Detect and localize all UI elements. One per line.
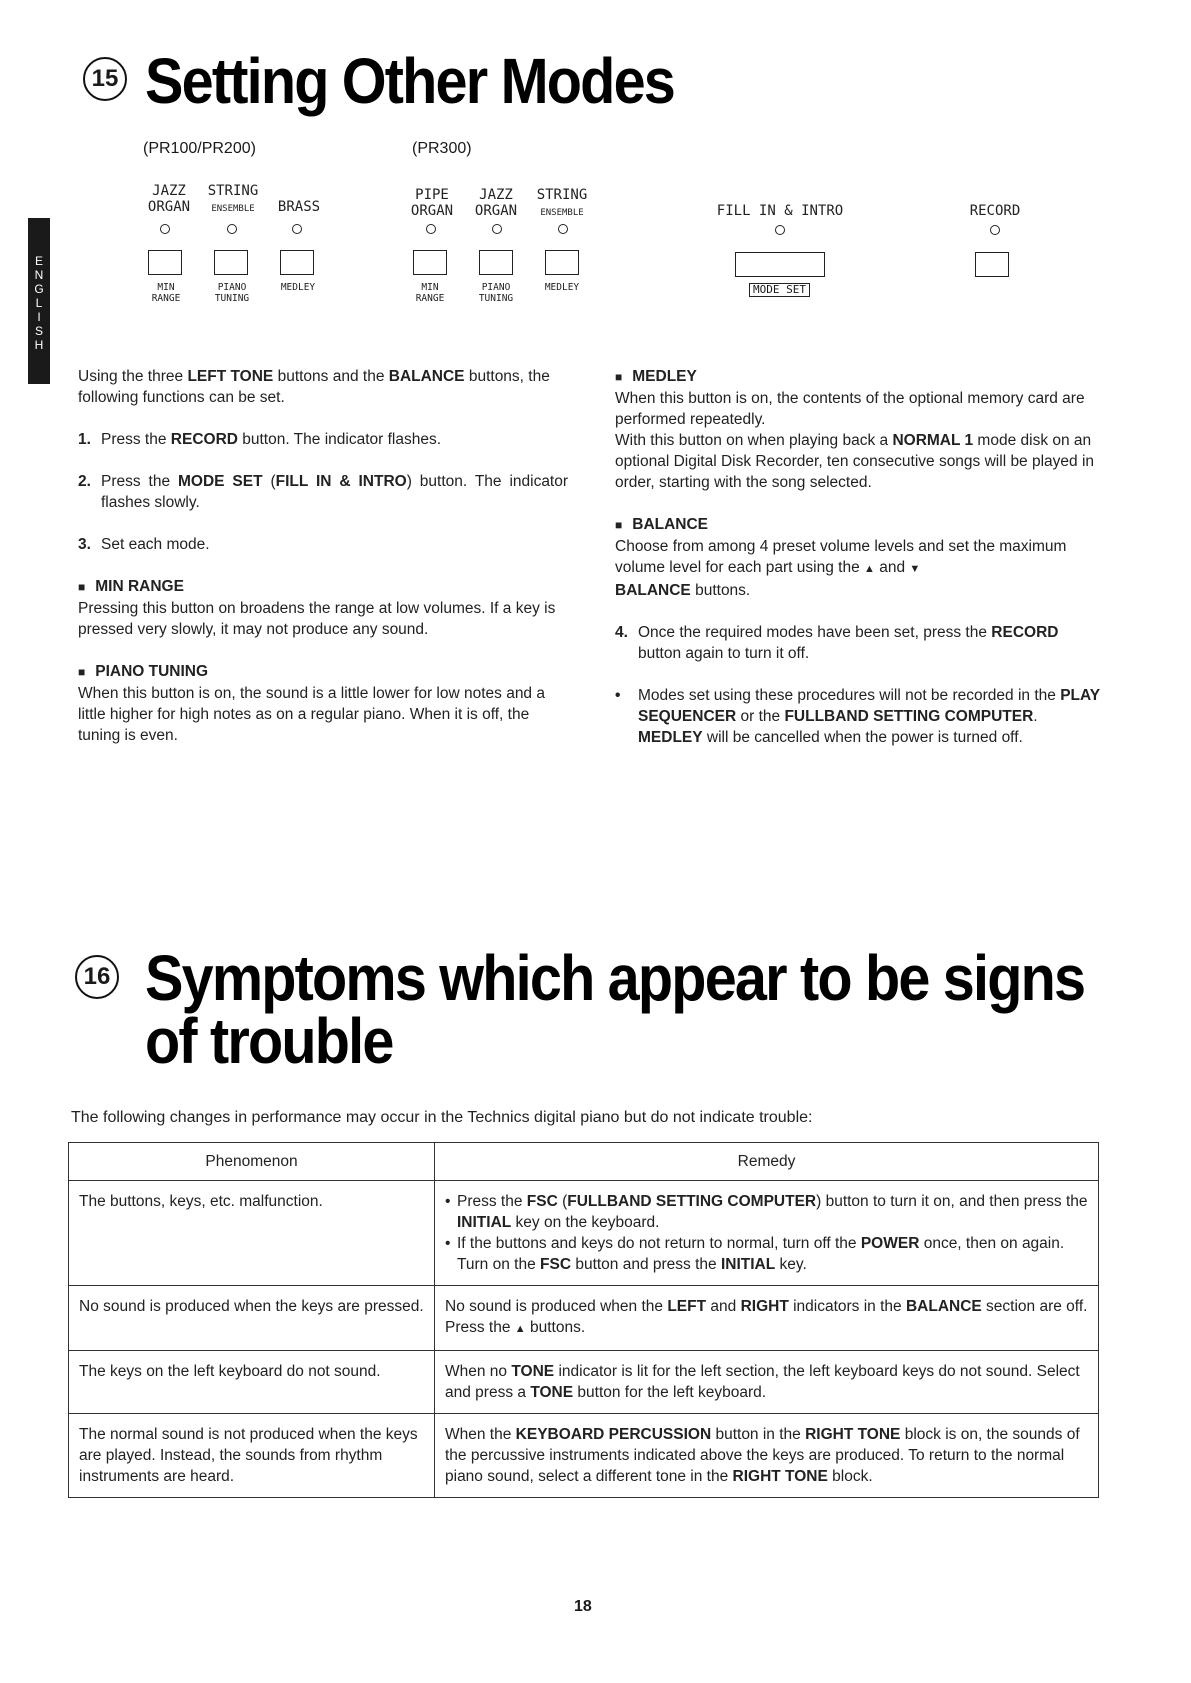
text-bold: BALANCE	[905, 1298, 982, 1315]
step-2	[78, 471, 568, 513]
section-title-15: Setting Other Modes	[145, 45, 675, 117]
text-bold: RIGHT TONE	[805, 1426, 901, 1443]
record-button[interactable]	[975, 252, 1009, 277]
table-row	[69, 1286, 1099, 1351]
text: Modes set using these procedures will not be recorded in the	[638, 687, 1061, 704]
text: will be cancelled when the power is turned off.	[702, 729, 1023, 746]
remedy-text	[457, 1233, 1088, 1275]
brass-label: BRASS	[277, 199, 321, 215]
step-number: 4.	[615, 624, 628, 641]
text: Once the required modes have been set, press the	[638, 624, 992, 641]
text: When the	[445, 1426, 516, 1443]
language-tab	[28, 218, 50, 384]
text: Press the	[101, 473, 178, 490]
table-row	[69, 1351, 1099, 1414]
string-ensemble-label	[198, 183, 268, 217]
label-line: STRING	[207, 183, 259, 199]
label-small: ENSEMBLE	[211, 204, 255, 214]
text-bold: NORMAL 1	[892, 432, 974, 449]
header-phenomenon: Phenomenon	[69, 1143, 435, 1181]
step-text	[101, 471, 568, 513]
label-line: PIANO	[481, 282, 511, 293]
text-bold: PLAY SEQUENCER	[638, 687, 1100, 725]
text: and	[874, 559, 910, 576]
bullet: •	[445, 1193, 451, 1210]
phenomenon-cell: The normal sound is not produced when the keys are played. Instead, the sounds from rhythm instruments are heard.	[69, 1414, 435, 1498]
model-label-pr100-pr200: (PR100/PR200)	[143, 140, 256, 157]
text: block is on, the sounds of the percussive instruments indicated above the keys are produced. To return to the normal piano sound, select a different tone in the	[445, 1426, 1080, 1485]
label-line: MIN	[157, 282, 175, 293]
text-bold: FULLBAND SETTING COMPUTER	[567, 1193, 817, 1210]
piano-tuning-label	[206, 282, 258, 304]
step-text	[101, 429, 441, 450]
text: button in the	[711, 1426, 806, 1443]
label-line: JAZZ	[152, 183, 186, 199]
text: When no	[445, 1363, 512, 1380]
text: buttons.	[525, 1319, 586, 1336]
text-bold: LEFT	[667, 1298, 707, 1315]
text: and	[706, 1298, 741, 1315]
text: No sound is produced when the	[445, 1298, 668, 1315]
step-text: Set each mode.	[101, 536, 210, 553]
text: If the buttons and keys do not return to normal, turn off the	[457, 1235, 861, 1252]
text: buttons and the	[273, 368, 389, 385]
brass-indicator	[292, 224, 302, 234]
label-line	[527, 203, 597, 221]
remedy-line	[445, 1191, 1088, 1233]
text-bold: TONE	[530, 1384, 574, 1401]
trouble-table	[68, 1142, 1099, 1498]
label-line: ORGAN	[147, 199, 191, 215]
label-line: JAZZ	[479, 187, 513, 203]
note	[615, 685, 1105, 748]
text: once, then on again. Turn on the	[457, 1235, 1065, 1273]
record-indicator	[990, 225, 1000, 235]
fill-in-intro-button[interactable]	[735, 252, 825, 277]
label-line: PIPE	[415, 187, 449, 203]
text: indicator is lit for the left section, the left keyboard keys do not sound. Select and press a	[445, 1363, 1080, 1401]
label-line: RANGE	[151, 293, 181, 304]
medley-label: MEDLEY	[280, 282, 316, 293]
label-line: TUNING	[214, 293, 250, 304]
piano-tuning-heading: ■ PIANO TUNING	[78, 661, 568, 683]
text: Press the	[457, 1193, 527, 1210]
string-ensemble-indicator-pr300	[558, 224, 568, 234]
remedy-cell	[435, 1414, 1099, 1498]
phenomenon-cell: The buttons, keys, etc. malfunction.	[69, 1181, 435, 1286]
text: button. The indicator flashes.	[237, 431, 442, 448]
bullet: •	[615, 687, 621, 704]
pipe-organ-label	[403, 187, 461, 219]
tab-letter: I	[37, 310, 41, 324]
note-text	[638, 685, 1105, 748]
text: buttons, the following functions can be set.	[78, 368, 550, 406]
string-ensemble-button[interactable]	[214, 250, 248, 275]
text: .	[1033, 708, 1038, 725]
text-bold: FSC	[526, 1193, 558, 1210]
remedy-line	[445, 1233, 1088, 1275]
string-ensemble-indicator	[227, 224, 237, 234]
text-bold: LEFT TONE	[187, 368, 274, 385]
string-ensemble-label-pr300	[527, 187, 597, 221]
label-line	[198, 199, 268, 217]
text-bold: RECORD	[170, 431, 238, 448]
text: (	[557, 1193, 568, 1210]
balance-heading: ■ BALANCE	[615, 514, 1105, 536]
table-row	[69, 1181, 1099, 1286]
text-bold: BALANCE	[388, 368, 465, 385]
piano-tuning-label-pr300	[470, 282, 522, 304]
text: button again to turn it off.	[638, 645, 810, 662]
tab-letter: L	[35, 296, 43, 310]
remedy-cell	[435, 1286, 1099, 1351]
text-bold: RIGHT	[740, 1298, 789, 1315]
text: key.	[775, 1256, 807, 1273]
phenomenon-cell: No sound is produced when the keys are pressed.	[69, 1286, 435, 1351]
text: indicators in the	[788, 1298, 906, 1315]
left-column	[78, 366, 568, 767]
table-intro: The following changes in performance may occur in the Technics digital piano but do not indicate trouble:	[71, 1109, 813, 1126]
bullet: •	[445, 1235, 451, 1252]
text: or the	[736, 708, 785, 725]
tab-letter: N	[34, 268, 44, 282]
section-number-16: 16	[75, 955, 119, 999]
text-bold: TONE	[511, 1363, 555, 1380]
model-label-pr300: (PR300)	[412, 140, 472, 157]
piano-tuning-text: When this button is on, the sound is a little lower for low notes and a little higher for high notes as on a regular piano. When it is off, the tuning is even.	[78, 685, 545, 744]
text: mode disk on an optional Digital Disk Recorder, ten consecutive songs will be played in order, starting with the song selected.	[615, 432, 1095, 491]
step-text	[638, 622, 1105, 664]
text: buttons.	[690, 582, 751, 599]
label-small: ENSEMBLE	[540, 208, 584, 218]
record-label: RECORD	[969, 203, 1021, 219]
text: Press the	[101, 431, 171, 448]
remedy-text	[457, 1191, 1088, 1233]
min-range-heading: ■ MIN RANGE	[78, 576, 568, 598]
step-1	[78, 429, 568, 450]
tab-letter: S	[34, 324, 43, 338]
text: button for the left keyboard.	[573, 1384, 767, 1401]
text-bold: FILL IN & INTRO	[275, 473, 407, 490]
string-ensemble-button-pr300[interactable]	[545, 250, 579, 275]
jazz-organ-indicator-pr300	[492, 224, 502, 234]
section-title-16-line2: of trouble	[145, 1005, 393, 1077]
text-bold: RIGHT TONE	[732, 1468, 828, 1485]
text-bold: POWER	[860, 1235, 920, 1252]
min-range-text: Pressing this button on broadens the range at low volumes. If a key is pressed very slowly, it may not produce any sound.	[78, 600, 556, 638]
jazz-organ-label	[140, 183, 198, 215]
text: Using the three	[78, 368, 188, 385]
min-range-label-pr300	[404, 282, 456, 304]
brass-button[interactable]	[280, 250, 314, 275]
text-bold: INITIAL	[457, 1214, 512, 1231]
step-3	[78, 534, 568, 555]
label-line: RANGE	[415, 293, 445, 304]
up-arrow-icon: ▲	[514, 1323, 526, 1335]
mode-set-label: MODE SET	[749, 283, 810, 297]
up-arrow-icon: ▲	[864, 563, 875, 575]
remedy-cell	[435, 1181, 1099, 1286]
medley-label-pr300: MEDLEY	[544, 282, 580, 293]
min-range-label	[140, 282, 192, 304]
jazz-organ-button[interactable]	[148, 250, 182, 275]
label-line: ORGAN	[474, 203, 518, 219]
fill-in-intro-indicator	[775, 225, 785, 235]
text: ) button. The indicator flashes slowly.	[101, 473, 569, 511]
label-line: MIN	[421, 282, 439, 293]
jazz-organ-indicator	[160, 224, 170, 234]
label-line: TUNING	[478, 293, 514, 304]
text-bold: FSC	[540, 1256, 572, 1273]
text-bold: INITIAL	[720, 1256, 776, 1273]
text-bold: BALANCE	[615, 582, 691, 599]
intro-paragraph	[78, 366, 568, 408]
medley-text-2	[615, 430, 1105, 493]
text: Choose from among 4 preset volume levels and set the maximum volume level for each part using the	[615, 538, 1067, 576]
tab-letter: E	[34, 254, 43, 268]
jazz-organ-button-pr300[interactable]	[479, 250, 513, 275]
section-number-15: 15	[83, 57, 127, 101]
page-number: 18	[574, 1598, 592, 1615]
text: ) button to turn it on, and then press the	[816, 1193, 1088, 1210]
medley-heading: ■ MEDLEY	[615, 366, 1105, 388]
tab-letter: H	[34, 338, 44, 352]
step-number: 1.	[78, 431, 91, 448]
pipe-organ-button[interactable]	[413, 250, 447, 275]
jazz-organ-label-pr300	[467, 187, 525, 219]
step-number: 2.	[78, 473, 91, 490]
medley-text-1: When this button is on, the contents of the optional memory card are performed repeatedly.	[615, 390, 1085, 428]
text: key on the keyboard.	[511, 1214, 660, 1231]
right-column	[615, 366, 1105, 769]
section-title-16-line1: Symptoms which appear to be signs	[145, 942, 1085, 1014]
table-row	[69, 1414, 1099, 1498]
label-line: ORGAN	[410, 203, 454, 219]
fill-in-intro-label: FILL IN & INTRO	[716, 203, 844, 219]
step-number: 3.	[78, 536, 91, 553]
balance-text	[615, 536, 1105, 601]
text-bold: FULLBAND SETTING COMPUTER	[784, 708, 1034, 725]
text: block.	[827, 1468, 873, 1485]
table-header-row	[69, 1143, 1099, 1181]
text: With this button on when playing back a	[615, 432, 893, 449]
text-bold: MODE SET	[178, 473, 263, 490]
text-bold: MEDLEY	[638, 729, 703, 746]
label-line: STRING	[536, 187, 588, 203]
text-bold: RECORD	[991, 624, 1059, 641]
text-bold: KEYBOARD PERCUSSION	[515, 1426, 712, 1443]
pipe-organ-indicator	[426, 224, 436, 234]
text: section are off. Press the	[445, 1298, 1088, 1336]
text: button and press the	[571, 1256, 721, 1273]
tab-letter: G	[34, 282, 44, 296]
phenomenon-cell: The keys on the left keyboard do not sound.	[69, 1351, 435, 1414]
remedy-cell	[435, 1351, 1099, 1414]
step-4	[615, 622, 1105, 664]
header-remedy: Remedy	[435, 1143, 1099, 1181]
text: (	[262, 473, 276, 490]
down-arrow-icon: ▼	[909, 563, 921, 575]
label-line: PIANO	[217, 282, 247, 293]
